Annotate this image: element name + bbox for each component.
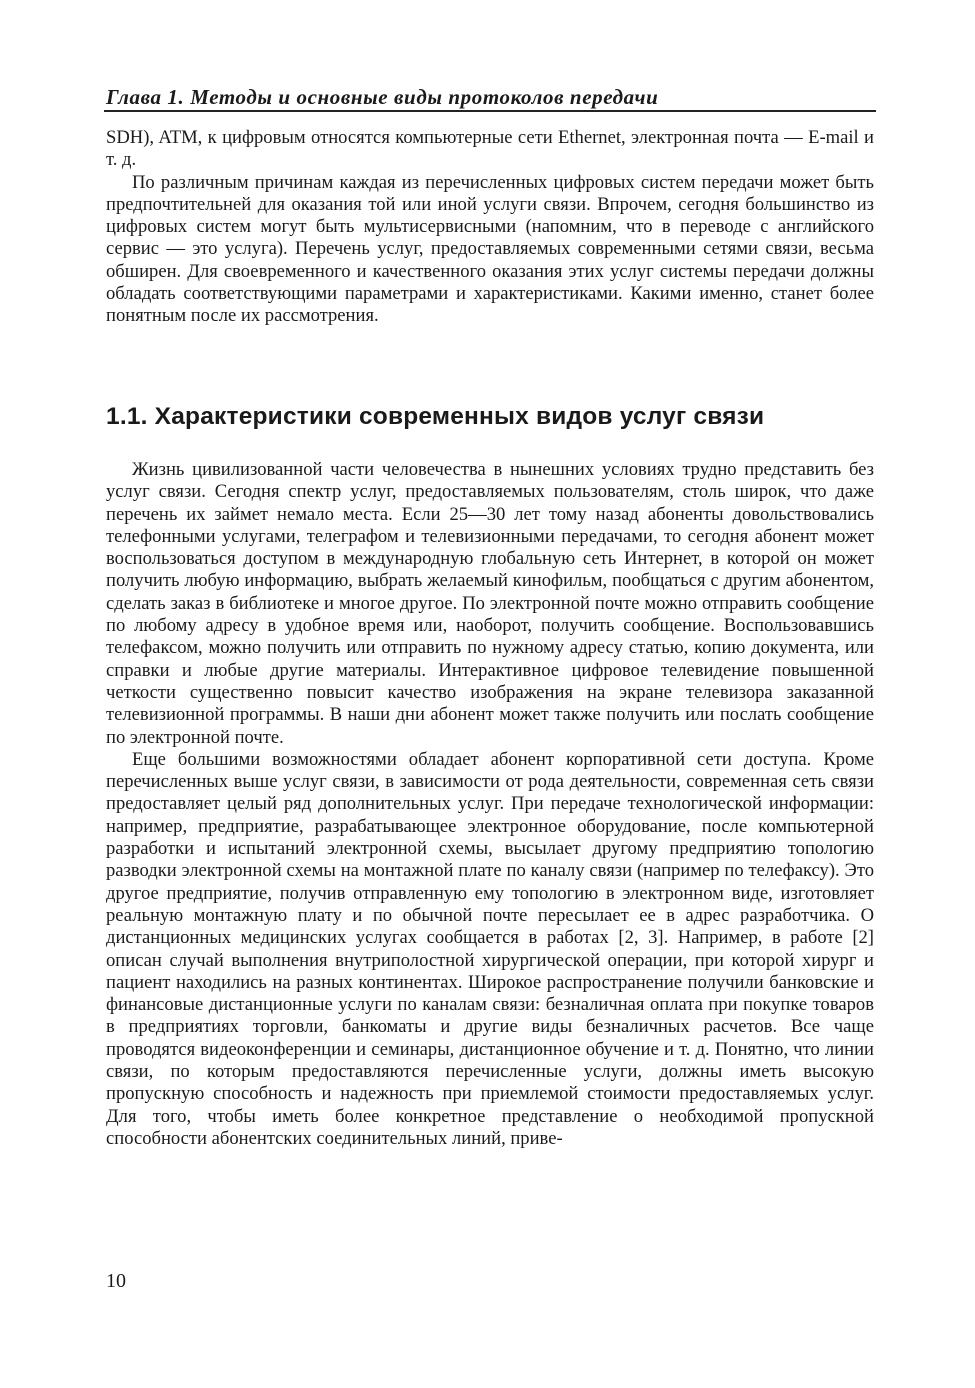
section-heading: 1.1. Характеристики современных видов услуг связи: [106, 403, 765, 430]
header-rule: [104, 110, 876, 112]
intro-text: [106, 127, 874, 328]
section-paragraph-1: Жизнь цивилизованной части человечества в нынешних условиях трудно представить без услуг связи. Сегодня спектр услуг, предоставляемых пользователям, столь широк, что даже перечень их займет немало места. Если 25—30 лет тому назад абоненты довольствовались телефонными услугами, телеграфом и телевизионными передачами, то сегодня абонент может воспользоваться доступом в международную глобальную сеть Интернет, в которой он может получить любую информацию, выбрать желаемый кинофильм, пообщаться с другим абонентом, сделать заказ в библиотеке и многое другое. По электронной почте можно отправить сообщение по любому адресу в удобное время или, наоборот, получить сообщение. Воспользовавшись телефаксом, можно получить или отправить по нужному адресу статью, копию документа, или справки и любые другие материалы. Интерактивное цифровое телевидение повышенной четкости существенно повысит качество изображения на экране телевизора заказанной телевизионной программы. В наши дни абонент может также получить или послать сообщение по электронной почте.: [106, 459, 874, 748]
running-header: Глава 1. Методы и основные виды протоколов передачи: [106, 85, 659, 109]
intro-paragraph-1: SDH), ATM, к цифровым относятся компьютерные сети Ethernet, электронная почта — E-mail и т. д.: [106, 127, 874, 171]
intro-paragraph-2: По различным причинам каждая из перечисленных цифровых систем передачи может быть предпочтительней для оказания той или иной услуги связи. Впрочем, сегодня большинство из цифровых систем могут быть мультисервисными (напомним, что в переводе с английского сервис — это услуга). Перечень услуг, предоставляемых современными сетями связи, весьма обширен. Для своевременного и качественного оказания этих услуг системы передачи должны обладать соответствующими параметрами и характеристиками. Какими именно, станет более понятным после их рассмотрения.: [106, 171, 874, 327]
page-number: 10: [106, 1270, 126, 1292]
section-text: [106, 459, 874, 1150]
section-paragraph-2: Еще большими возможностями обладает абонент корпоративной сети доступа. Кроме перечисленных выше услуг связи, в зависимости от рода деятельности, современная сеть связи предоставляет целый ряд дополнительных услуг. При передаче технологической информации: например, предприятие, разрабатывающее электронное оборудование, после компьютерной разработки и испытаний электронной схемы, высылает другому предприятию топологию разводки электронной схемы на монтажной плате по каналу связи (например по телефаксу). Это другое предприятие, получив отправленную ему топологию в электронном виде, изготовляет реальную монтажную плату и по обычной почте пересылает ее в адрес разработчика. О дистанционных медицинских услугах сообщается в работах [2, 3]. Например, в работе [2] описан случай выполнения внутриполостной хирургической операции, при которой хирург и пациент находились на разных континентах. Широкое распространение получили банковские и финансовые дистанционные услуги по каналам связи: безналичная оплата при покупке товаров в предприятиях торговли, банкоматы и другие виды безналичных расчетов. Все чаще проводятся видеоконференции и семинары, дистанционное обучение и т. д. Понятно, что линии связи, по которым предоставляются перечисленные услуги, должны иметь высокую пропускную способность и надежность при приемлемой стоимости предоставляемых услуг. Для того, чтобы иметь более конкретное представление о необходимой пропускной способности абонентских соединительных линий, приве-: [106, 748, 874, 1149]
